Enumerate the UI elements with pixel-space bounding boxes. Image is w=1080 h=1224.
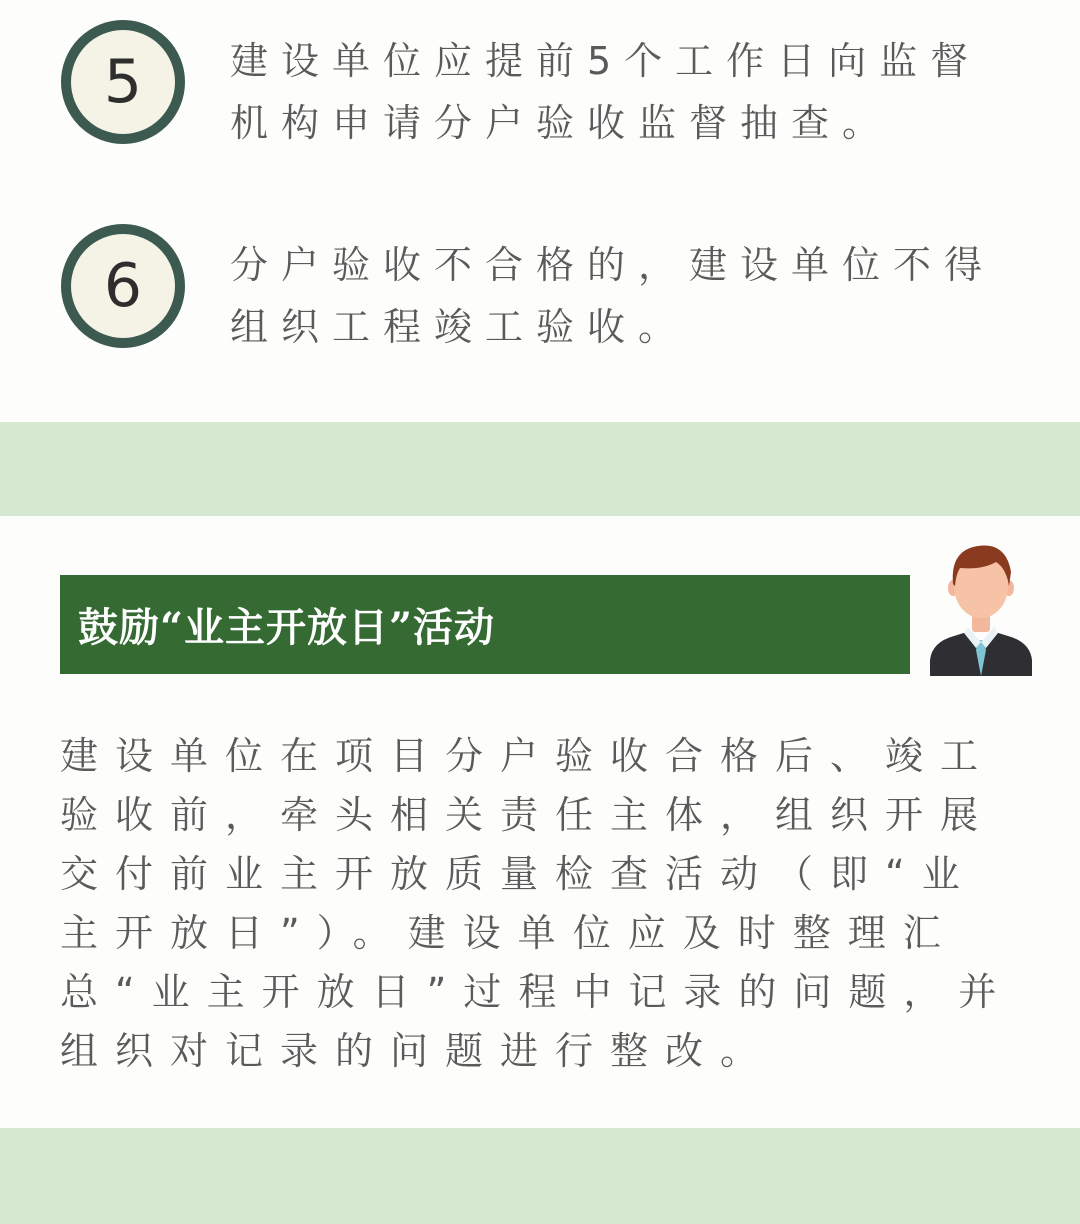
item-text: 分户验收不合格的，建设单位不得组织工程竣工验收。 xyxy=(230,243,996,349)
divider-band xyxy=(0,1128,1080,1224)
numbered-circle-icon xyxy=(61,20,185,144)
businessman-avatar-icon xyxy=(926,538,1036,676)
numbered-circle-icon xyxy=(61,224,185,348)
list-item xyxy=(0,222,1080,362)
divider-band xyxy=(0,422,1080,516)
list-item xyxy=(0,18,1080,158)
item-text: 建设单位应提前5个工作日向监督机构申请分户验收监督抽查。 xyxy=(230,39,982,145)
section-heading: 鼓励“业主开放日”活动 xyxy=(78,604,496,651)
item-number: 6 xyxy=(103,251,143,321)
item-number: 5 xyxy=(103,47,143,117)
section-heading-bar xyxy=(60,575,910,674)
section-body: 建设单位在项目分户验收合格后、竣工验收前，牵头相关责任主体，组织开展交付前业主开放质量检查活动（即“业主开放日”）。建设单位应及时整理汇总“业主开放日”过程中记录的问题，并组织对记录的问题进行整改。 xyxy=(60,734,1014,1073)
